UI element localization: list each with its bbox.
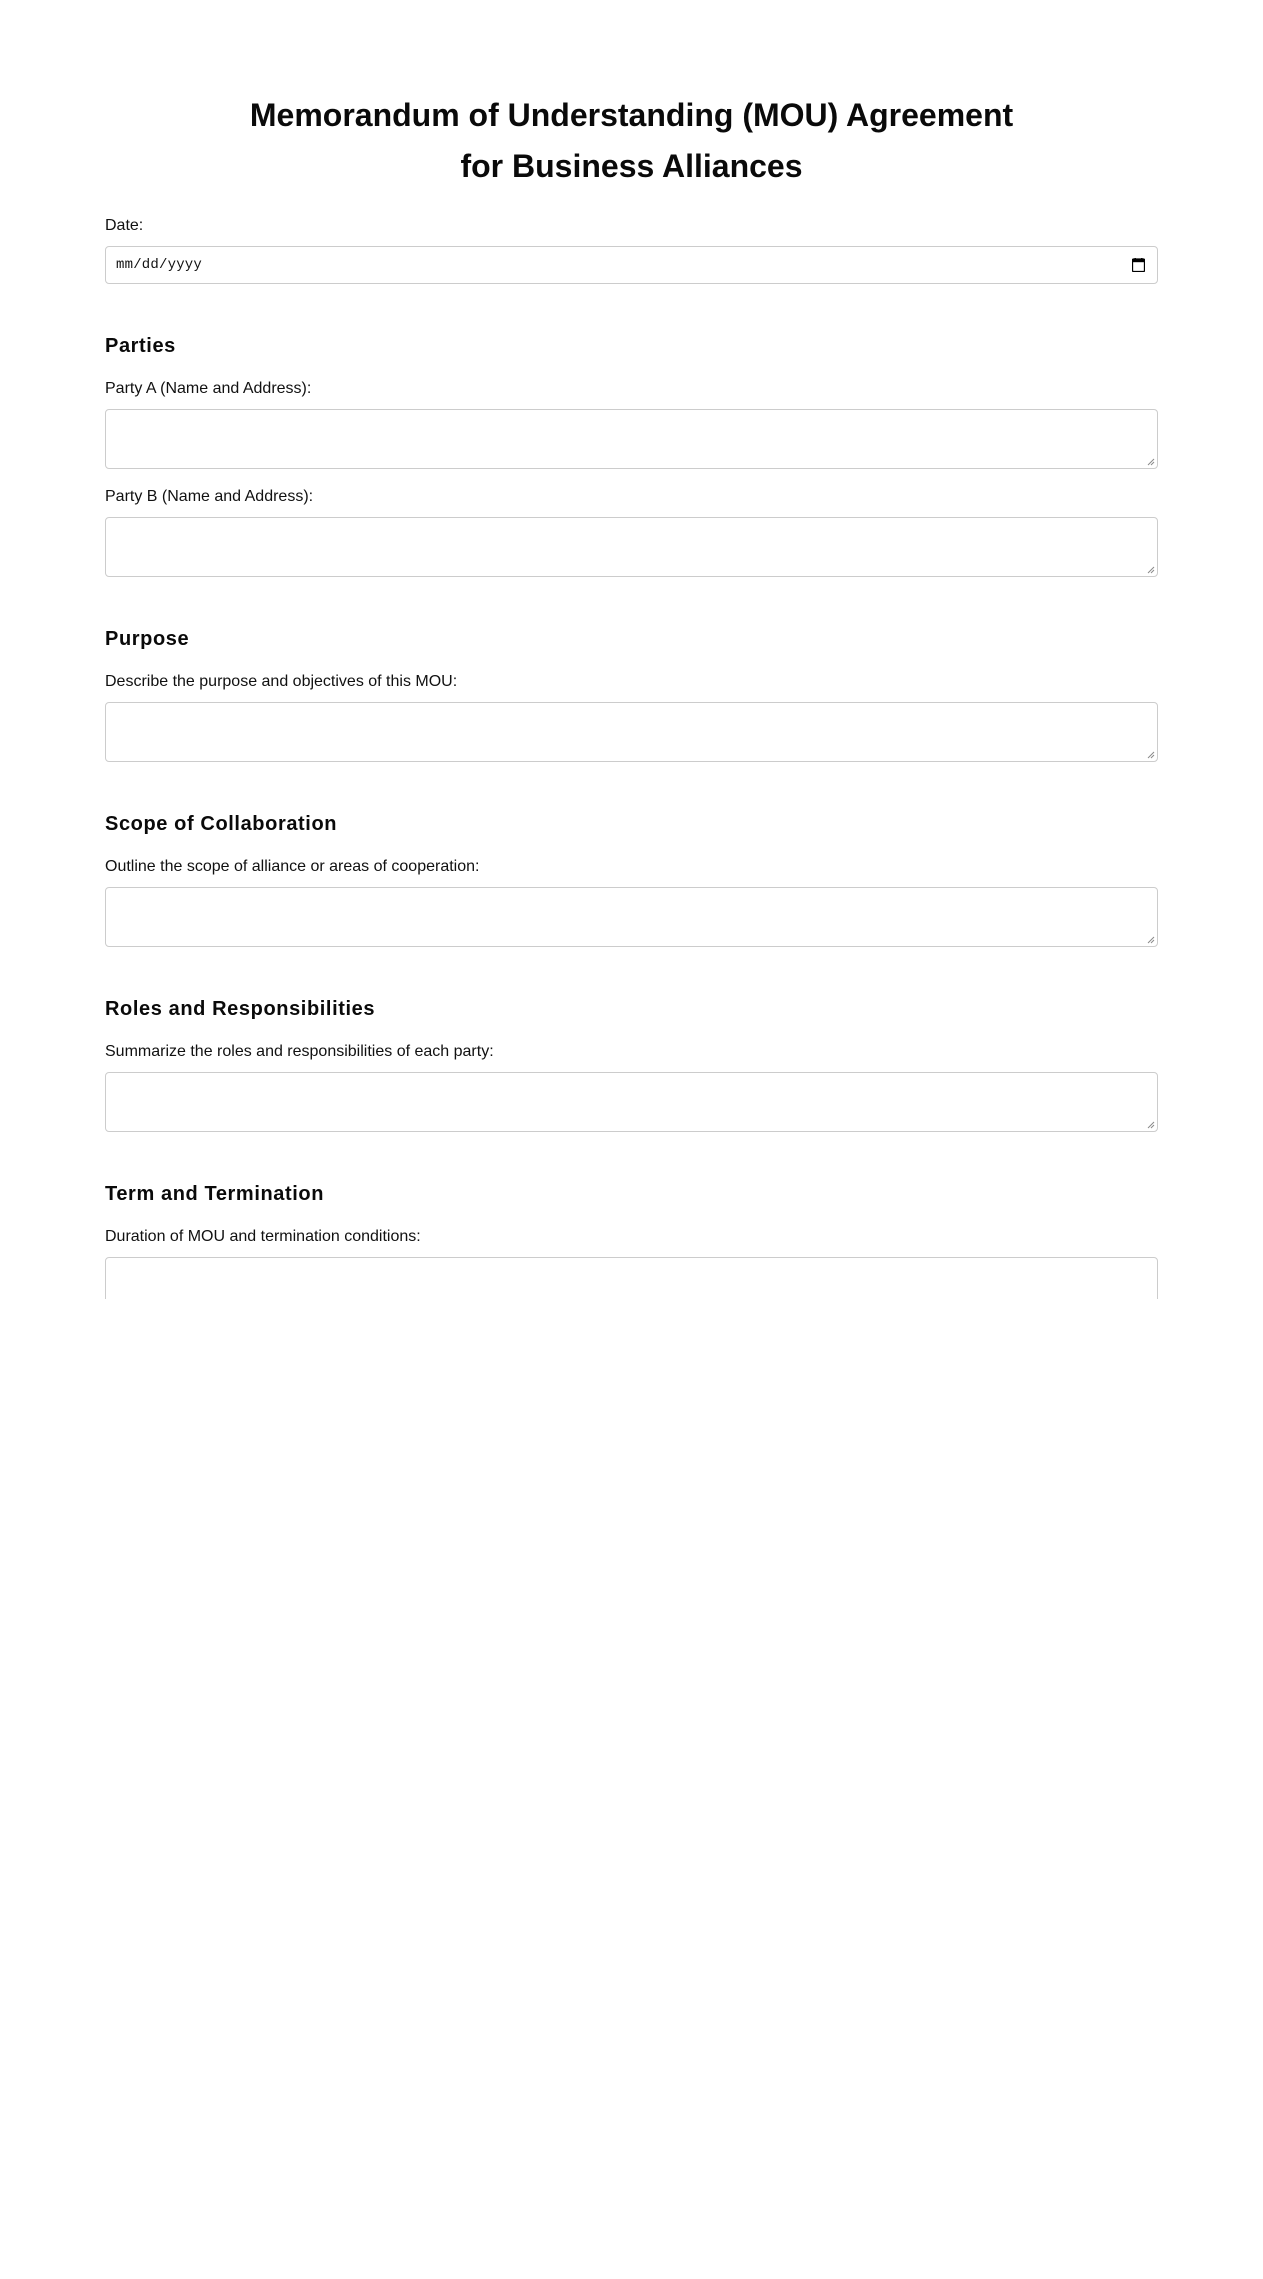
scope-label: Outline the scope of alliance or areas of cooperation: xyxy=(105,858,480,875)
section-heading-scope: Scope of Collaboration xyxy=(105,813,338,835)
section-purpose xyxy=(105,627,1158,762)
section-heading-term: Term and Termination xyxy=(105,1183,325,1205)
resize-grip-icon[interactable] xyxy=(1147,936,1155,944)
resize-grip-icon[interactable] xyxy=(1147,1121,1155,1129)
date-label: Date: xyxy=(105,217,144,234)
term-textarea[interactable] xyxy=(105,1257,1158,1299)
date-input[interactable] xyxy=(105,246,1158,284)
roles-label: Summarize the roles and responsibilities of each party: xyxy=(105,1043,494,1060)
section-heading-parties: Parties xyxy=(105,335,176,357)
section-heading-roles: Roles and Responsibilities xyxy=(105,998,376,1020)
section-heading-purpose: Purpose xyxy=(105,628,190,650)
document-title-line1: Memorandum of Understanding (MOU) Agreement xyxy=(249,97,1014,133)
document-title-line2: for Business Alliances xyxy=(460,148,803,184)
section-parties xyxy=(105,334,1158,577)
resize-grip-icon[interactable] xyxy=(1147,458,1155,466)
scope-textarea[interactable] xyxy=(105,887,1158,947)
document-title xyxy=(105,0,1158,192)
date-placeholder: mm/dd/yyyy xyxy=(116,257,203,273)
party-a-textarea[interactable] xyxy=(105,409,1158,469)
term-label: Duration of MOU and termination conditions: xyxy=(105,1228,421,1245)
section-term xyxy=(105,1182,1158,1299)
section-scope xyxy=(105,812,1158,947)
mou-form-page xyxy=(105,0,1158,1299)
section-roles xyxy=(105,997,1158,1132)
roles-textarea[interactable] xyxy=(105,1072,1158,1132)
party-b-textarea[interactable] xyxy=(105,517,1158,577)
party-b-label: Party B (Name and Address): xyxy=(105,488,314,505)
party-a-label: Party A (Name and Address): xyxy=(105,380,312,397)
purpose-label: Describe the purpose and objectives of this MOU: xyxy=(105,673,458,690)
resize-grip-icon[interactable] xyxy=(1147,751,1155,759)
purpose-textarea[interactable] xyxy=(105,702,1158,762)
calendar-icon[interactable] xyxy=(1132,258,1145,272)
resize-grip-icon[interactable] xyxy=(1147,566,1155,574)
